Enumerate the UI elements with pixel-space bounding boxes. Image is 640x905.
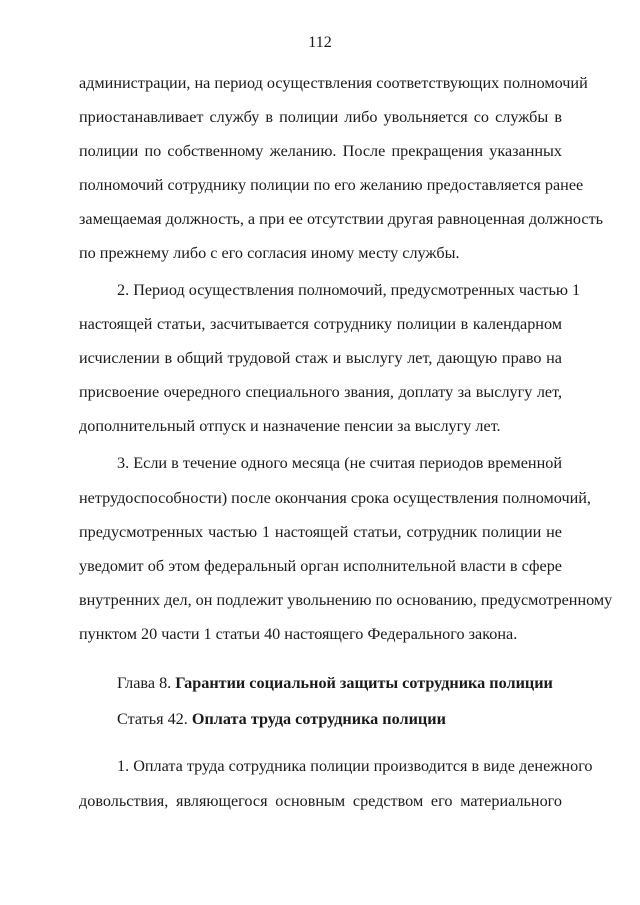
- paragraph-line: полномочий сотруднику полиции по его желанию предоставляется ранее: [79, 176, 584, 194]
- chapter-title: Гарантии социальной защиты сотрудника полиции: [175, 674, 553, 692]
- paragraph-line: дополнительный отпуск и назначение пенсии за выслугу лет.: [79, 417, 501, 435]
- paragraph-line: предусмотренных частью 1 настоящей статьи, сотрудник полиции не: [79, 523, 562, 541]
- paragraph-line: нетрудоспособности) после окончания срока осуществления полномочий,: [79, 489, 591, 507]
- paragraph-line: 2. Период осуществления полномочий, предусмотренных частью 1: [117, 281, 581, 299]
- paragraph-line: 3. Если в течение одного месяца (не считая периодов временной: [117, 454, 562, 472]
- paragraph-line: довольствия, являющегося основным средством его материального: [79, 792, 562, 810]
- article-heading: [117, 709, 562, 729]
- article-prefix: Статья 42.: [117, 710, 192, 728]
- paragraph-line: внутренних дел, он подлежит увольнению по основанию, предусмотренному: [79, 591, 613, 609]
- paragraph-line: замещаемая должность, а при ее отсутствии другая равноценная должность: [79, 210, 604, 228]
- paragraph-line: по прежнему либо с его согласия иному месту службы.: [79, 244, 460, 262]
- paragraph-line: уведомит об этом федеральный орган исполнительной власти в сфере: [79, 557, 562, 575]
- paragraph-line: 1. Оплата труда сотрудника полиции производится в виде денежного: [117, 757, 593, 775]
- paragraph-line: присвоение очередного специального звания, доплату за выслугу лет,: [79, 383, 562, 401]
- paragraph-line: приостанавливает службу в полиции либо увольняется со службы в: [79, 108, 562, 126]
- paragraph-line: пунктом 20 части 1 статьи 40 настоящего Федерального закона.: [79, 625, 518, 643]
- chapter-heading: [117, 673, 562, 693]
- paragraph-line: настоящей статьи, засчитывается сотруднику полиции в календарном: [79, 315, 562, 333]
- chapter-prefix: Глава 8.: [117, 674, 176, 692]
- paragraph-line: исчислении в общий трудовой стаж и выслугу лет, дающую право на: [79, 349, 562, 367]
- paragraph-line: администрации, на период осуществления соответствующих полномочий: [79, 74, 588, 92]
- paragraph-line: полиции по собственному желанию. После прекращения указанных: [79, 142, 562, 160]
- page-number: 112: [308, 34, 332, 51]
- article-title: Оплата труда сотрудника полиции: [191, 710, 446, 728]
